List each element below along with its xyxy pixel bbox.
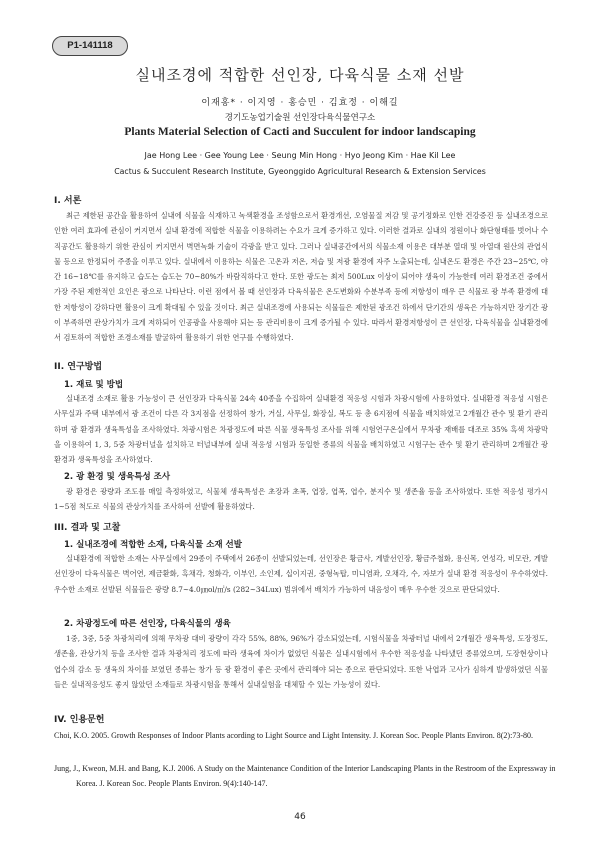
- page-number: 46: [294, 812, 306, 822]
- affiliation-english: Cactus & Succulent Research Institute, Gyeonggido Agricultural Research & Extension Services: [114, 167, 486, 176]
- authors-korean: 이재홍* · 이지영 · 홍승민 · 김효정 · 이해길: [201, 98, 399, 108]
- methods-heading: II. 연구방법: [54, 362, 103, 372]
- results-paragraph-1: 실내환경에 적합한 소재는 사무실에서 29종이 주택에서 26종이 선발되었는데, 선인장은 황금사, 게발선인장, 황금주철화, 용신목, 연성각, 비모란, 게발선인장이 다육식물은 벽어연, 제금환화, 흑채각, 청화각, 이부인, 소인제, 십이지권, 중형녹탑, 미니염좌, 오채각, 수, 자보가 실내 환경 적응성이 우수하였다. 우수한 소재로 선발된 식물들은 광량 8.7~4.0㎛ol/㎡/s (282~34Lux) 범위에서 배치가 가능하여 내음성이 매우 우수한 것으로 판단되었다.: [54, 554, 548, 594]
- results-subheading-2: 2. 차광정도에 따른 선인장, 다육식물의 생육: [64, 619, 231, 629]
- intro-paragraph: 최근 제한된 공간을 활용하여 실내에 식물을 식재하고 녹색환경을 조성함으로서 환경개선, 오염물질 저감 및 공기정화로 인한 건강증진 등 실내조경으로 인한 여러 효과에 관심이 커지면서 실내 환경에 적합한 식물을 이용하려는 수요가 크게 증가하고 있다. 이러한 결과로 실내의 정원이나 화단형태를 벗어나 수직공간도 활용하기 위한 관심이 커지면서 벽면녹화 기술이 각광을 받고 있다. 그러나 실내공간에서의 식물소재 이용은 대부분 열대 및 아열대 원산의 관엽식물 등으로 한정되어 주종을 이루고 있다. 실내에서 이용하는 식물은 고온과 저온, 저습 및 저광 환경에 자주 노출되는데, 실내온도 환경은 주간 23~25℃, 야간 16~18℃를 유지하고 습도는 습도는 70~80%가 바람직하다고 한다. 또한 광도는 최저 500Lux 이상이 되어야 생육이 가능한데 여러 환경조건 중에서 가장 주된 제한적인 요인은 광으로 나타난다. 이런 점에서 볼 때 선인장과 다육식물은 온도변화와 수분부족 등에 저항성이 매우 큰 식물로 광 부족 환경에 대한 저항성이 강하다면 활용이 크게 확대될 수 있을 것이다. 최근 실내조경에 사용되는 식물들은 제한된 광조건 하에서 단기간의 생육은 가능하지만 장기간 광이 부족하면 관상가치가 크게 저하되어 인공광을 사용해야 되는 등 관리비용이 크게 증가될 수 있다. 따라서 환경저항성이 큰 선인장, 다육식물을 실내환경에서 검토하여 적합한 조경소재를 발굴하여 활용하기 위한 연구를 수행하였다.: [54, 211, 548, 343]
- references-heading: IV. 인용문헌: [54, 715, 105, 725]
- results-subheading-1: 1. 실내조경에 적합한 소재, 다육식물 소재 선발: [64, 540, 242, 550]
- reference-1: Choi, K.O. 2005. Growth Responses of Indoor Plants acording to Light Source and Light Intensity. J. Korean Soc. People Plants Environ. 8(2):73-80.: [54, 731, 533, 740]
- poster-code-badge: P1-141118: [52, 36, 128, 56]
- methods-subheading-1: 1. 재료 및 방법: [64, 380, 124, 390]
- reference-2: Jung, J., Kweon, M.H. and Bang, K.J. 2006. A Study on the Maintenance Condition of the Interior Landscaping Plants in the Restroom of the Expressway in Korea. J. Korean Soc. People Plants Environ. 9(4):140-147.: [54, 764, 556, 788]
- methods-subheading-2: 2. 광 환경 및 생육특성 조사: [64, 472, 171, 482]
- affiliation-korean: 경기도농업기술원 선인장다육식물연구소: [224, 113, 376, 123]
- methods-paragraph-2: 광 환경은 광량과 조도를 매일 측정하였고, 식물체 생육특성은 초장과 초폭, 엽장, 엽폭, 엽수, 분지수 및 생존율 등을 조사하였다. 또한 적응성 평가시 1~5점 척도로 식물의 관상가치를 조사하여 선발에 활용하였다.: [54, 487, 548, 512]
- title-korean: 실내조경에 적합한 선인장, 다육식물 소재 선발: [135, 66, 465, 84]
- results-paragraph-2: 1중, 3중, 5중 차광처리에 의해 무차광 대비 광량이 각각 55%, 88%, 96%가 감소되었는데, 시험식물을 차광터널 내에서 2개월간 생육특성, 도장정도, 생존율, 관상가치 등을 조사한 결과 차광처리 정도에 따라 생육에 차이가 없었던 식물은 실내시험에서 우수한 적응성을 나타냈던 종류였으며, 도장현상이나 엽수의 감소 등 생육의 차이를 보였던 종류는 창가 등 광 환경이 좋은 곳에서 관리해야 되는 종으로 판단되었다. 또한 낙엽과 고사가 심하게 발생하였던 식물들은 실내적응성도 좋지 않았던 소재들로 차광시험을 통해서 실내실험을 대체할 수 있는 가능성이 컸다.: [54, 634, 548, 689]
- title-english: Plants Material Selection of Cacti and Succulent for indoor landscaping: [124, 126, 476, 138]
- authors-english: Jae Hong Lee · Gee Young Lee · Seung Min Hong · Hyo Jeong Kim · Hae Kil Lee: [144, 151, 456, 160]
- intro-heading: I. 서론: [54, 196, 82, 206]
- methods-paragraph-1: 실내조경 소재로 활용 가능성이 큰 선인장과 다육식물 24속 40종을 수집하여 실내환경 적응성 시험과 차광시험에 사용하였다. 실내환경 적응성 시험은 사무실과 주택 내부에서 광 조건이 다른 각 3지점을 선정하여 창가, 거실, 사무실, 화장실, 복도 등 총 6지점에 식물을 배치하였고 2개월간 관수 및 환기 관리하며 광 환경과 생육특성을 조사하였다. 차광시험은 차광정도에 따른 식물 생육특성 조사를 위해 시험연구온실에서 무차광 재배를 대조로 35% 흑색 차광막을 이용하여 1, 3, 5중 차광터널을 설치하고 터널내부에 실내 적응성 시험과 동일한 종류의 식물을 배치하였고 시험구는 관수 및 환기 관리하며 2개월간 광 환경과 생육특성을 조사하였다.: [54, 394, 548, 465]
- results-heading: III. 결과 및 고찰: [54, 523, 121, 533]
